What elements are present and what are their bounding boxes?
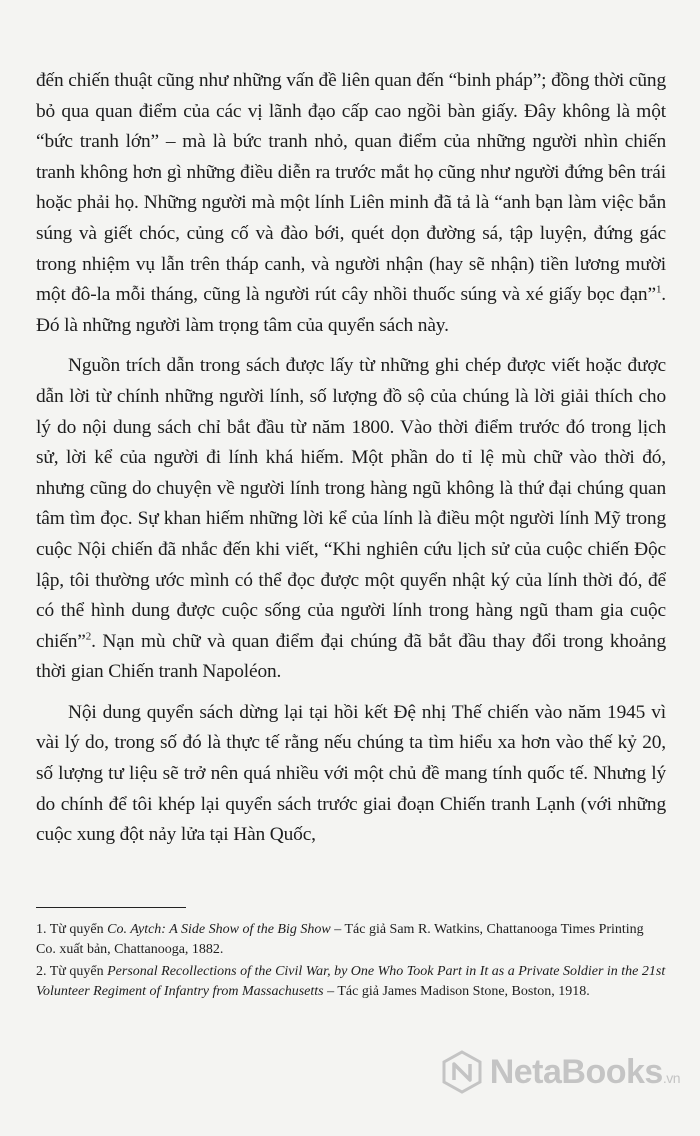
watermark	[440, 1050, 680, 1094]
watermark-brand: NetaBooks	[489, 1052, 663, 1091]
footnote-divider	[36, 907, 186, 908]
page-content	[36, 66, 666, 1002]
footnote-2-details: – Tác giả James Madison Stone, Boston, 1918.	[323, 983, 590, 999]
paragraph-2-tail: . Nạn mù chữ và quan điểm đại chúng đã bắt đầu thay đổi trong khoảng thời gian Chiến tranh Napoléon.	[36, 630, 666, 683]
paragraph-2-text: Nguồn trích dẫn trong sách được lấy từ những ghi chép được viết hoặc được dẫn lời từ chính những người lính, số lượng đồ sộ của chúng là lời giải thích cho lý do nội dung sách chỉ bắt đầu từ năm 1800. Vào thời điểm trước đó trong lịch sử, lời kể của người đi lính khá hiếm. Một phần do tỉ lệ mù chữ vào thời đó, nhưng cũng do chuyện về người lính trong hàng ngũ không là thứ đại chúng quan tâm tìm đọc. Sự khan hiếm những lời kể của lính là điều một người lính Mỹ trong cuộc Nội chiến đã nhắc đến khi viết, “Khi nghiên cứu lịch sử của cuộc chiến Độc lập, tôi thường ước mình có thể đọc được một quyển nhật ký của lính thời đó, để có thể hình dung được cuộc sống của người lính trong hàng ngũ tham gia cuộc chiến”	[36, 355, 666, 652]
footnote-2	[36, 962, 666, 1002]
paragraph-3-text: Nội dung quyển sách dừng lại tại hồi kết Đệ nhị Thế chiến vào năm 1945 vì vài lý do, trong số đó là thực tế rằng nếu chúng ta tìm hiểu xa hơn vào thế kỷ 20, số lượng tư liệu sẽ trở nên quá nhiều với một chủ đề mang tính quốc tế. Nhưng lý do chính để tôi khép lại quyển sách trước giai đoạn Chiến tranh Lạnh (với những cuộc xung đột nảy lửa tại Hàn Quốc,	[36, 701, 666, 846]
footnote-1-prefix: 1. Từ quyển	[36, 921, 108, 937]
footnote-ref-2[interactable]: 2	[85, 630, 92, 643]
paragraph-1-text: đến chiến thuật cũng như những vấn đề liên quan đến “binh pháp”; đồng thời cũng bỏ qua quan điểm của các vị lãnh đạo cấp cao ngồi bàn giấy. Đây không là một “bức tranh lớn” – mà là bức tranh nhỏ, quan điểm của những người nhìn chiến tranh không hơn gì những điều diễn ra trước mắt họ cũng như người đứng bên trái hoặc phải họ. Những người mà một lính Liên minh đã tả là “anh bạn làm việc bắn súng và giết chóc, củng cố và đào bới, quét dọn đường sá, tập luyện, đứng gác trong nhiệm vụ lẫn trên tháp canh, và người nhận (hay sẽ nhận) tiền lương mười một đô-la mỗi tháng, cũng là người rút cây nhồi thuốc súng và xé giấy bọc đạn”	[36, 70, 666, 306]
watermark-suffix: .vn	[662, 1069, 680, 1086]
footnote-1	[36, 920, 666, 960]
watermark-text	[490, 1053, 680, 1092]
paragraph-1	[36, 66, 666, 341]
netabooks-logo-icon	[440, 1050, 484, 1094]
footnote-2-prefix: 2. Từ quyển	[36, 963, 108, 979]
paragraph-1-tail: . Đó là những người làm trọng tâm của quyển sách này.	[36, 284, 666, 336]
footnote-1-title: Co. Aytch: A Side Show of the Big Show	[107, 921, 331, 937]
footnote-ref-1[interactable]: 1	[655, 283, 662, 296]
paragraph-3	[36, 698, 666, 851]
paragraph-2	[36, 351, 666, 688]
footnote-2-title: Personal Recollections of the Civil War, by One Who Took Part in It as a Private Soldier in the 21st Volunteer Regiment of Infantry from Massachusetts	[36, 963, 666, 999]
footnote-1-details: – Tác giả Sam R. Watkins, Chattanooga Times Printing Co. xuất bản, Chattanooga, 1882.	[36, 921, 644, 957]
